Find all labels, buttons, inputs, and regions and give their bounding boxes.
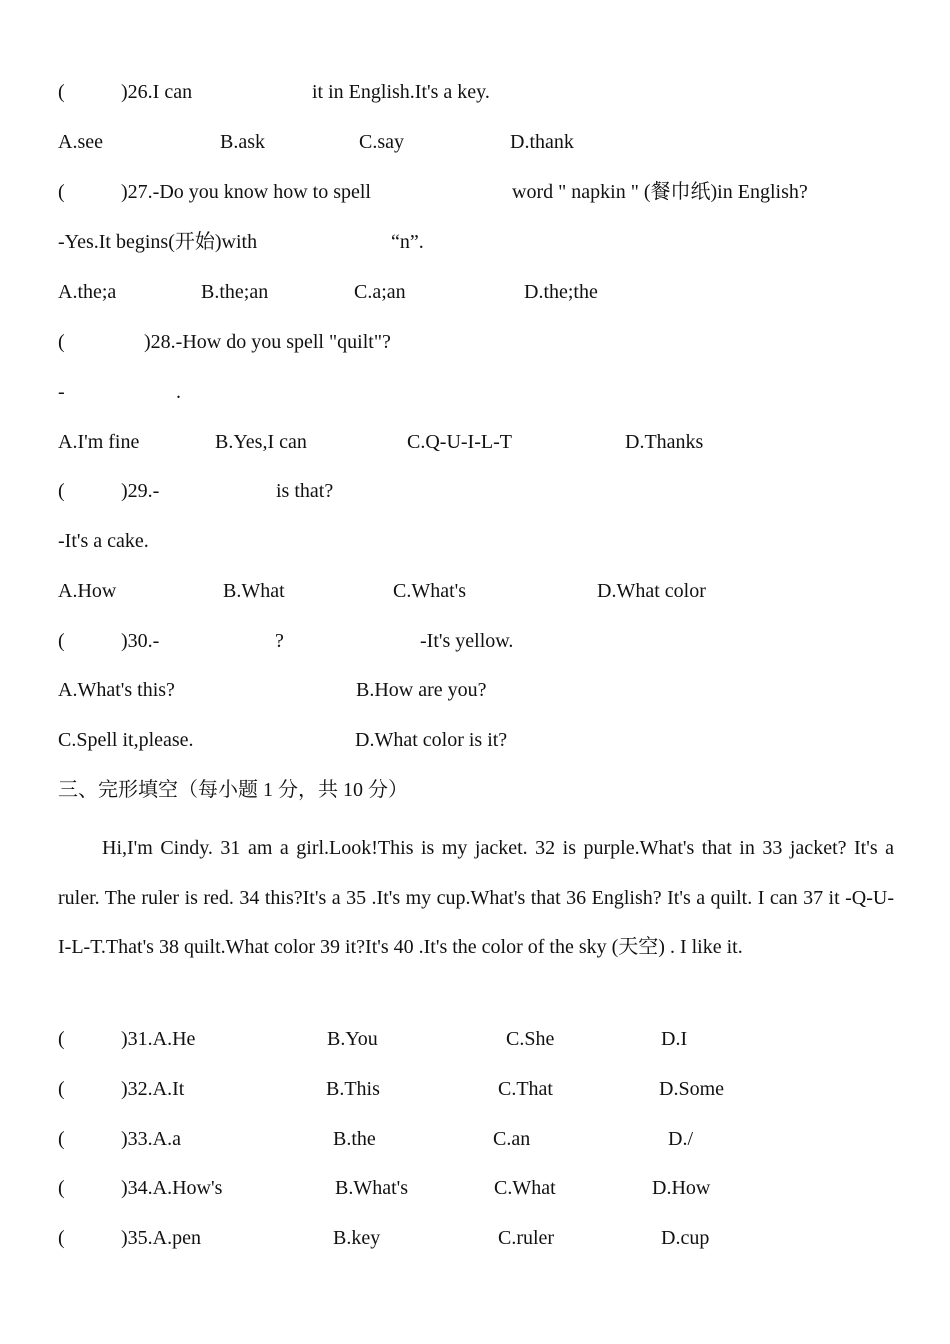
answer-paren: ( [58, 1128, 65, 1150]
question-28-text: )28.-How do you spell "quilt"? [144, 331, 391, 353]
answer-paren: ( [58, 1227, 65, 1249]
option-c: C.That [498, 1078, 553, 1100]
answer-paren: ( [58, 480, 65, 502]
reply-text: -Yes.It begins(开始)with [58, 231, 258, 253]
answer-paren: ( [58, 1078, 65, 1100]
answer-paren: ( [58, 630, 65, 652]
question-29-text-end: is that? [276, 480, 334, 502]
answer-paren: ( [58, 1028, 65, 1050]
option-d: D.I [661, 1028, 688, 1050]
question-30-text: )30.- [121, 630, 160, 652]
question-30-reply: -It's yellow. [420, 630, 514, 652]
option-a: )35.A.pen [121, 1227, 201, 1249]
option-a: A.How [58, 580, 117, 602]
option-c: C.say [359, 131, 404, 153]
option-d: D.What color [597, 580, 706, 602]
option-d: D.the;the [524, 281, 598, 303]
option-b: B.the;an [201, 281, 269, 303]
reply-period: . [176, 381, 181, 403]
option-c: C.an [493, 1128, 531, 1150]
option-d: D.What color is it? [355, 729, 508, 751]
option-d: D.Thanks [625, 431, 704, 453]
option-a: A.I'm fine [58, 431, 140, 453]
option-b: B.What [223, 580, 285, 602]
question-26-text: )26.I can [121, 81, 193, 103]
option-c: C.What's [393, 580, 467, 602]
option-d: D.thank [510, 131, 574, 153]
question-27-text-end: word " napkin " (餐巾纸)in English? [512, 181, 808, 203]
answer-paren: ( [58, 181, 65, 203]
answer-paren: ( [58, 331, 65, 353]
option-d: D.Some [659, 1078, 724, 1100]
option-a: )31.A.He [121, 1028, 196, 1050]
cloze-passage: Hi,I'm Cindy. 31 am a girl.Look!This is my jacket. 32 is purple.What's that in 33 jacket? It's a ruler. The ruler is red. 34 this?It's a 35 .It's my cup.What's that 36 English? It's a quilt. I can 37 it -Q-U-I-L-T.That's 38 quilt.What color 39 it?It's 40 .It's the color of the sky (天空) . I like it. [58, 837, 894, 959]
option-d: D.How [652, 1177, 711, 1199]
option-a: A.see [58, 131, 103, 153]
option-c: C.What [494, 1177, 556, 1199]
reply-text: -It's a cake. [58, 530, 149, 552]
question-29-text: )29.- [121, 480, 160, 502]
option-a: )33.A.a [121, 1128, 181, 1150]
reply-text-end: “n”. [391, 231, 424, 253]
reply-dash: - [58, 381, 65, 403]
option-b: B.key [333, 1227, 381, 1249]
option-b: B.You [327, 1028, 378, 1050]
option-c: C.She [506, 1028, 555, 1050]
option-c: C.ruler [498, 1227, 555, 1249]
option-b: B.This [326, 1078, 380, 1100]
question-30-question-mark: ? [275, 630, 284, 652]
option-a: A.What's this? [58, 679, 175, 701]
option-b: B.the [333, 1128, 376, 1150]
option-d: D./ [668, 1128, 693, 1150]
option-b: B.How are you? [356, 679, 487, 701]
section-heading: 三、完形填空（每小题 1 分，共 10 分） [58, 779, 408, 801]
option-b: B.Yes,I can [215, 431, 307, 453]
option-c: C.a;an [354, 281, 406, 303]
question-26-text-end: it in English.It's a key. [312, 81, 490, 103]
question-27-text: )27.-Do you know how to spell [121, 181, 371, 203]
option-a: )32.A.It [121, 1078, 185, 1100]
option-c: C.Q-U-I-L-T [407, 431, 512, 453]
option-b: B.ask [220, 131, 265, 153]
answer-paren: ( [58, 1177, 65, 1199]
option-c: C.Spell it,please. [58, 729, 194, 751]
option-b: B.What's [335, 1177, 409, 1199]
option-d: D.cup [661, 1227, 710, 1249]
option-a: A.the;a [58, 281, 117, 303]
option-a: )34.A.How's [121, 1177, 223, 1199]
answer-paren: ( [58, 81, 65, 103]
